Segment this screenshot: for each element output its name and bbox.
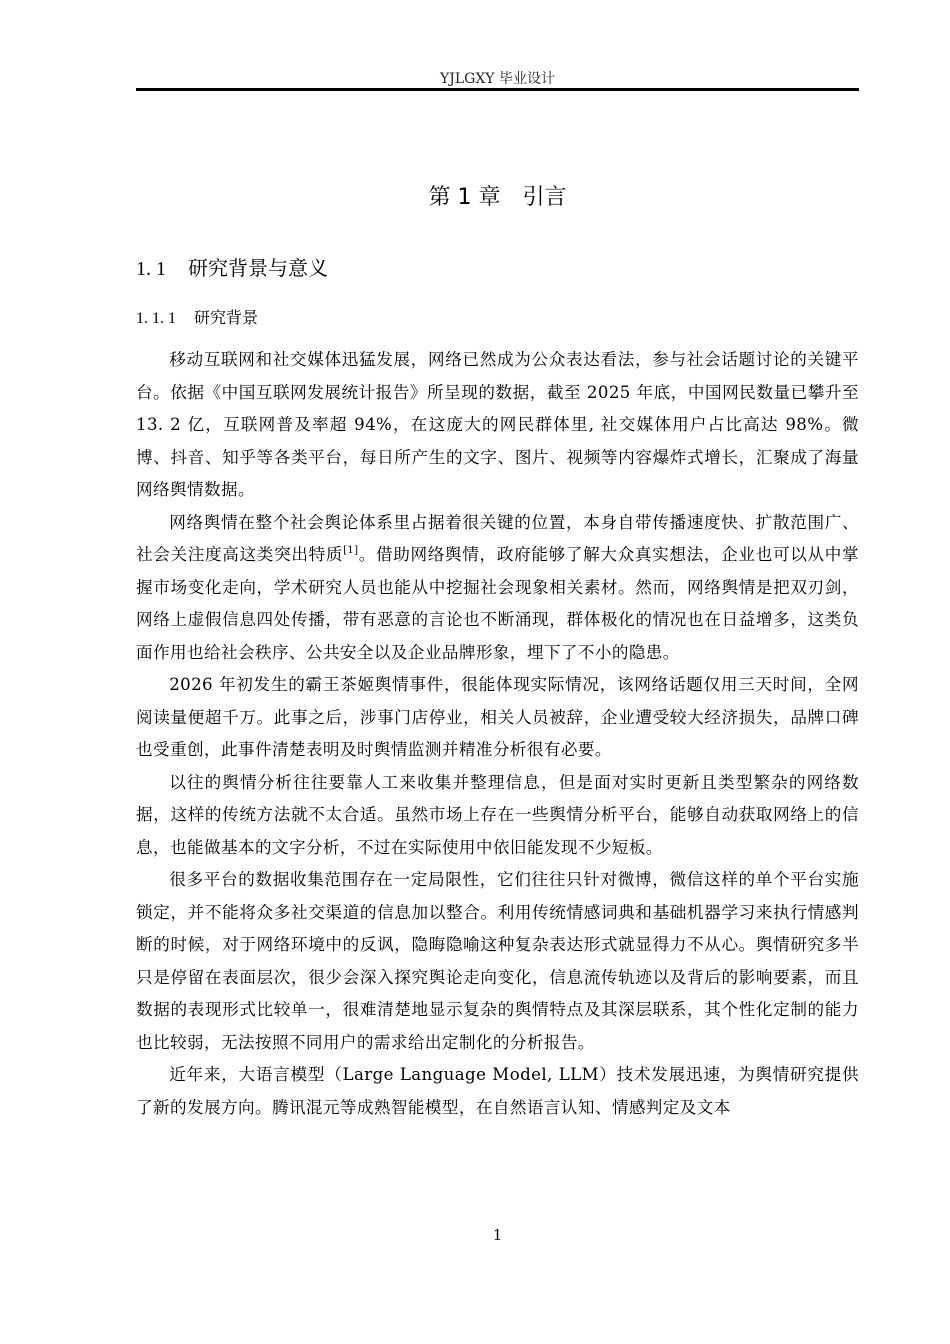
paragraph-text: 网络舆情在整个社会舆论体系里占据着很关键的位置，本身自带传播速度快、扩散范围广、社会关注度高这类突出特质 — [136, 512, 859, 564]
page-number: 1 — [492, 1226, 503, 1244]
header-rule — [136, 88, 859, 91]
paragraph — [136, 507, 859, 670]
paragraph: 很多平台的数据收集范围存在一定局限性，它们往往只针对微博，微信这样的单个平台实施锁定，并不能将众多社交渠道的信息加以整合。利用传统情感词典和基础机器学习来执行情感判断的时候，对于网络环境中的反讽，隐晦隐喻这种复杂表达形式就显得力不从心。舆情研究多半只是停留在表面层次，很少会深入探究舆论走向变化，信息流传轨迹以及背后的影响要素，而且数据的表现形式比较单一，很难清楚地显示复杂的舆情特点及其深层联系，其个性化定制的能力也比较弱，无法按照不同用户的需求给出定制化的分析报告。 — [136, 870, 859, 1052]
chapter-number: 第 1 章 — [428, 185, 501, 210]
section-number: 1. 1 — [136, 258, 166, 280]
paragraph: 近年来，大语言模型（Large Language Model, LLM）技术发展迅速，为舆情研究提供了新的发展方向。腾讯混元等成熟智能模型，在自然语言认知、情感判定及文本 — [136, 1065, 859, 1117]
citation-link[interactable]: [1] — [343, 545, 359, 556]
section-heading — [136, 252, 328, 281]
body-text — [136, 344, 859, 1124]
chapter-title: 引言 — [522, 185, 567, 210]
paragraph: 移动互联网和社交媒体迅猛发展，网络已然成为公众表达看法，参与社会话题讨论的关键平台。依据《中国互联网发展统计报告》所呈现的数据，截至 2025 年底，中国网民数量已攀升至 13. 2 亿，互联网普及率超 94%，在这庞大的网民群体里, 社交媒体用户占比高达 98%。微博、抖音、知乎等各类平台，每日所产生的文字、图片、视频等内容爆炸式增长，汇聚成了海量网络舆情数据。 — [136, 350, 859, 499]
subsection-heading — [136, 305, 258, 328]
paragraph-text: 。借助网络舆情，政府能够了解大众真实想法，企业也可以从中掌握市场变化走向，学术研究人员也能从中挖掘社会现象相关素材。然而，网络舆情是把双刃剑，网络上虚假信息四处传播，带有恶意的言论也不断涌现，群体极化的情况也在日益增多，这类负面作用也给社会秩序、公共安全以及企业品牌形象，埋下了不小的隐患。 — [136, 545, 859, 662]
paragraph: 以往的舆情分析往往要靠人工来收集并整理信息，但是面对实时更新且类型繁杂的网络数据，这样的传统方法就不太合适。虽然市场上存在一些舆情分析平台，能够自动获取网络上的信息，也能做基本的文字分析，不过在实际使用中依旧能发现不少短板。 — [136, 772, 859, 857]
subsection-number: 1. 1. 1 — [136, 310, 176, 327]
paragraph: 2026 年初发生的霸王茶姬舆情事件，很能体现实际情况，该网络话题仅用三天时间，全网阅读量便超千万。此事之后，涉事门店停业，相关人员被辞，企业遭受较大经济损失，品牌口碑也受重创，此事件清楚表明及时舆情监测并精准分析很有必要。 — [136, 675, 859, 759]
page-header: YJLGXY 毕业设计 — [440, 71, 555, 87]
subsection-title: 研究背景 — [194, 308, 259, 327]
chapter-heading — [136, 180, 859, 211]
section-title: 研究背景与意义 — [188, 256, 328, 280]
